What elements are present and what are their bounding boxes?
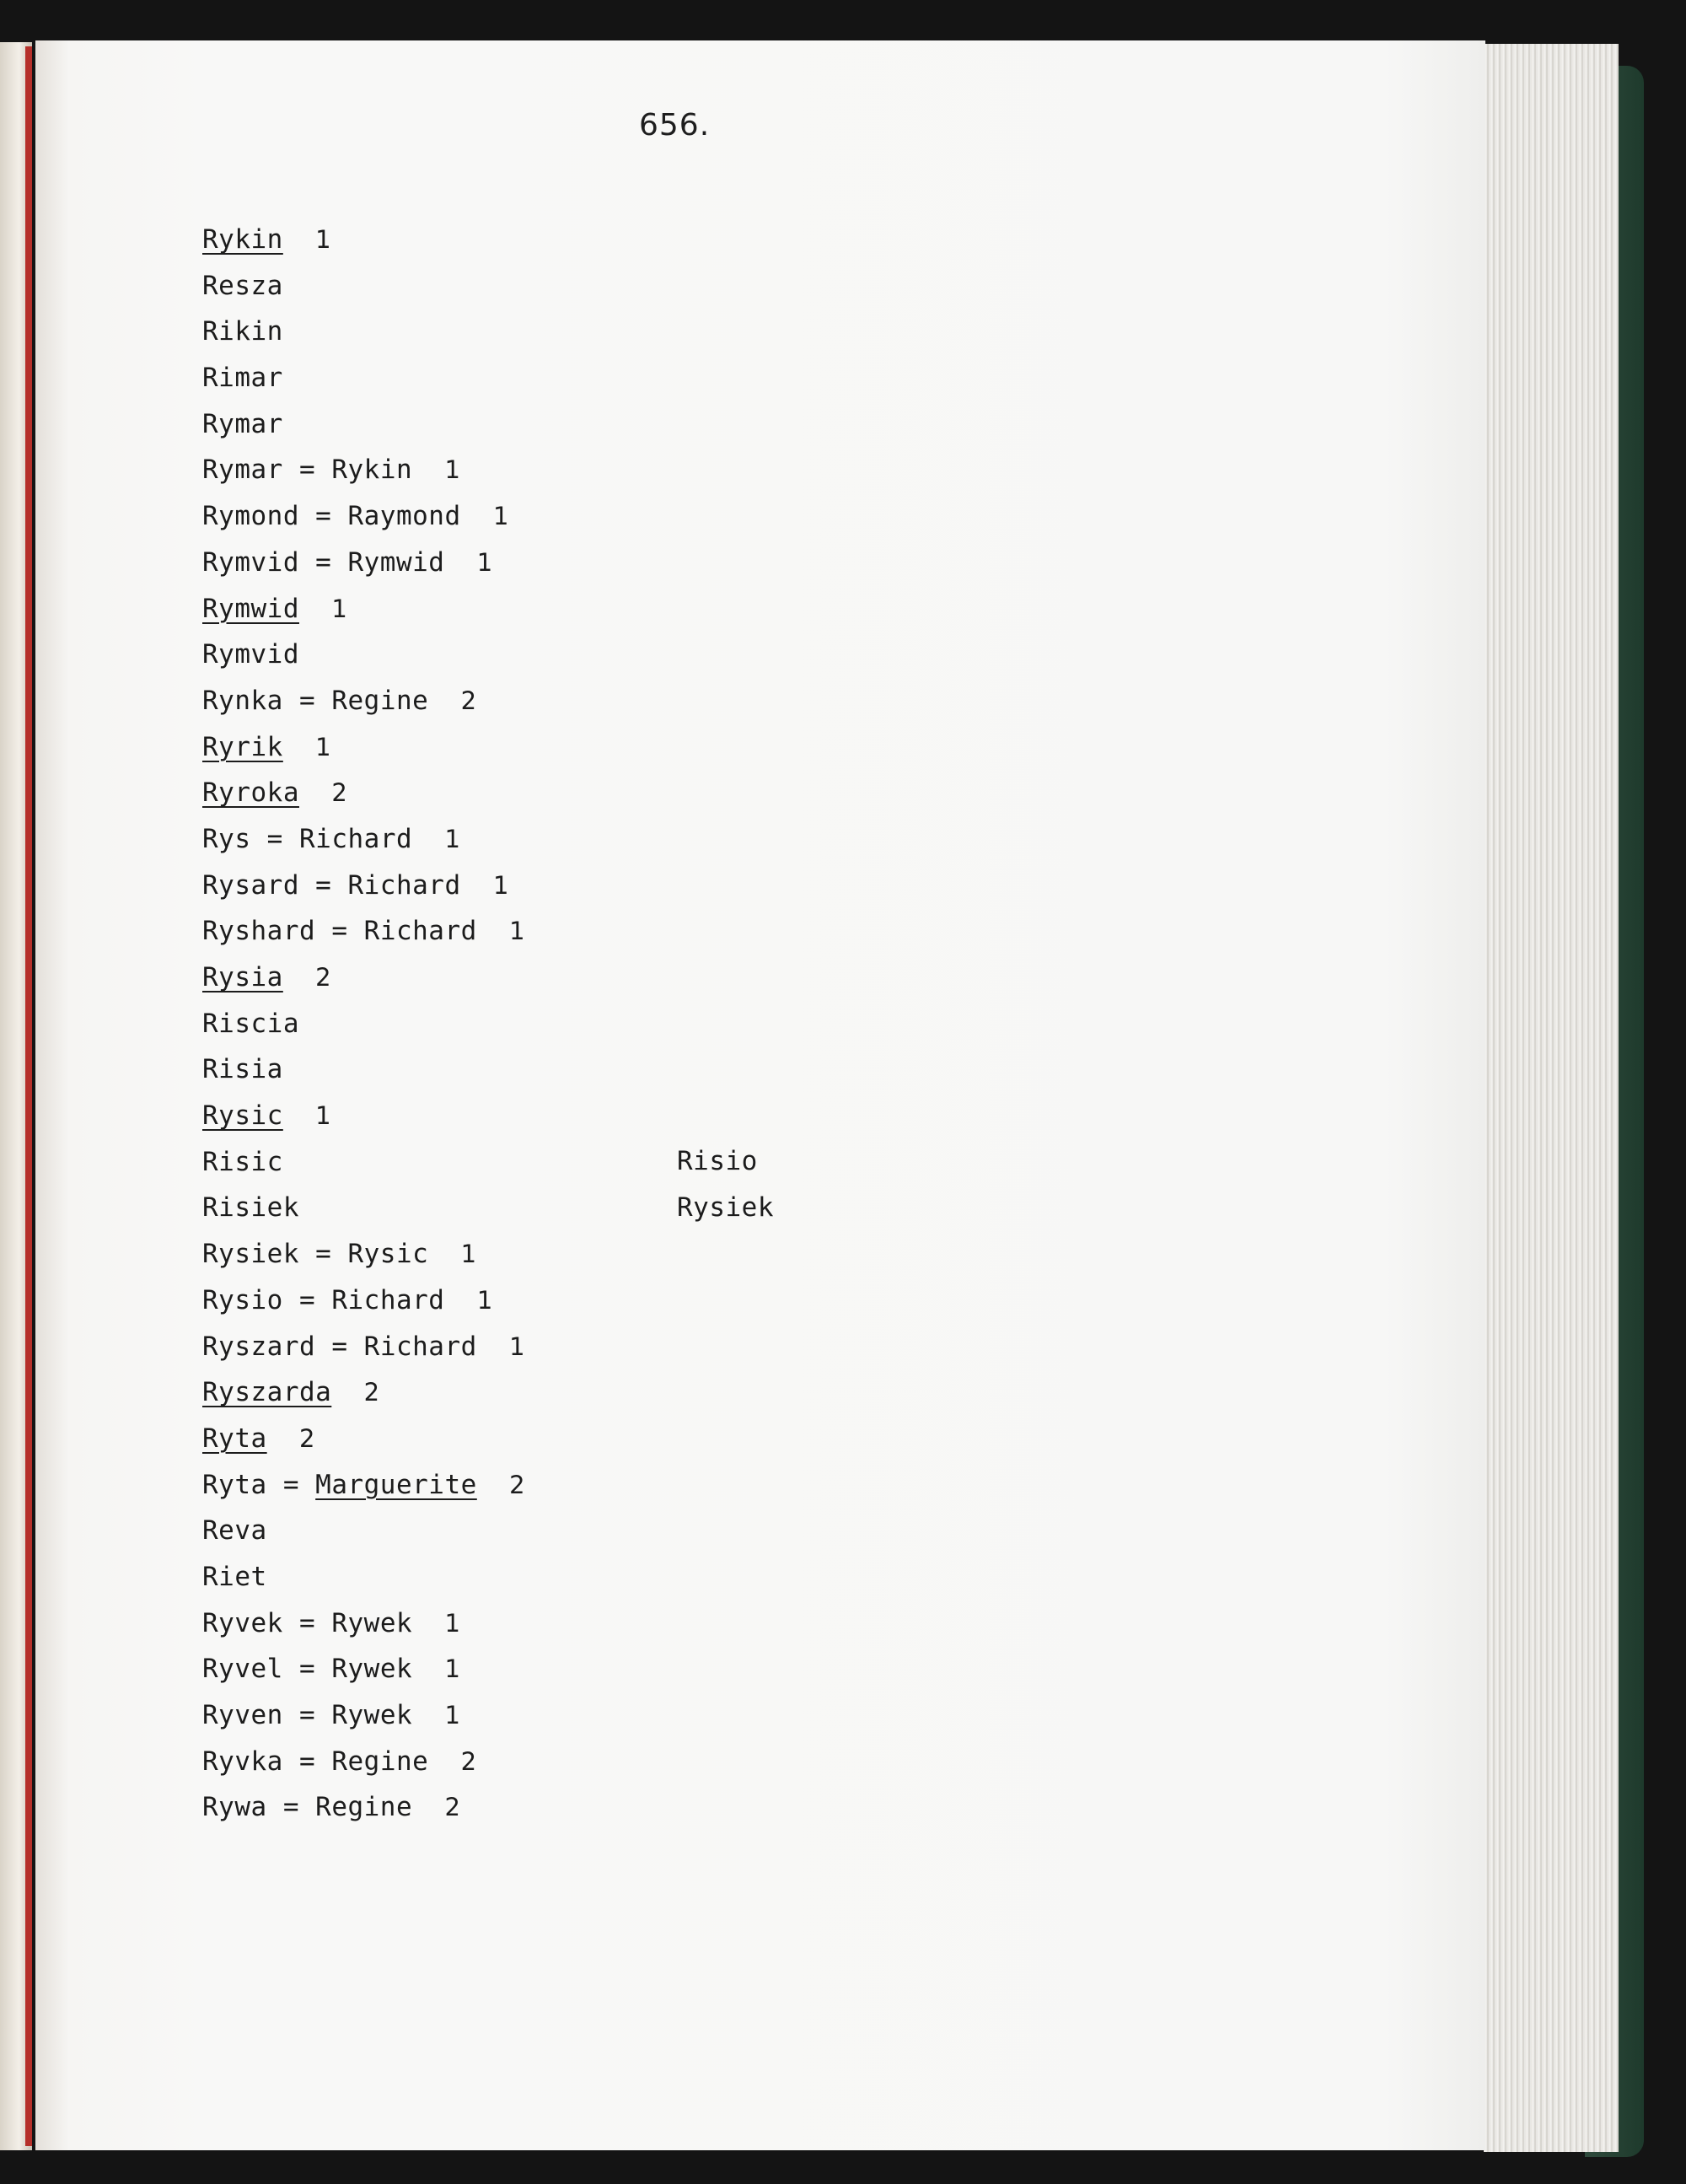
list-item: Ryszarda 2 [202,1377,380,1408]
list-item: Ryta = Marguerite 2 [202,1469,526,1500]
list-item: Risiek [202,1192,299,1224]
list-item: Ryven = Rywek 1 [202,1700,461,1730]
list-item: Rymvid [202,639,299,670]
list-item: Rikin [202,316,283,347]
list-item: Rymar [202,408,283,439]
list-item: Rys = Richard 1 [202,823,461,854]
list-item: Ryvek = Rywek 1 [202,1607,461,1638]
list-item: Rywa = Regine 2 [202,1792,461,1823]
list-item: Reva [202,1515,267,1547]
list-item: Rimar [202,363,283,394]
page-number: 656. [639,108,711,143]
list-item: Rysia 2 [202,962,332,992]
list-item: Ryroka 2 [202,777,348,809]
list-item: Riet [202,1561,267,1592]
list-item: Ryta 2 [202,1423,315,1454]
list-item: Rysiek = Rysic 1 [202,1239,477,1270]
second-column-list [677,1143,774,1235]
list-item: Rymar = Rykin 1 [202,455,461,486]
list-item: Ryszard = Richard 1 [202,1331,526,1362]
list-item: Riscia [202,1008,299,1039]
list-item: Rymond = Raymond 1 [202,501,509,532]
list-item: Risic [202,1146,283,1177]
list-item: Ryshard = Richard 1 [202,916,526,947]
list-item: Rysic 1 [202,1100,332,1132]
list-item: Ryvel = Rywek 1 [202,1654,461,1685]
list-item: Risio [677,1146,758,1176]
list-item: Rymwid 1 [202,593,348,624]
list-item: Rysio = Richard 1 [202,1284,493,1315]
list-item: Rykin 1 [202,224,332,255]
list-item: Ryvka = Regine 2 [202,1746,477,1777]
left-page-rim [25,46,32,2146]
list-item: Risia [202,1054,283,1085]
list-item: Rysiek [677,1192,774,1223]
list-item: Rymvid = Rymwid 1 [202,546,493,578]
list-item: Ryrik 1 [202,731,332,762]
list-item: Resza [202,270,283,301]
entry-list [202,221,525,1835]
list-item: Rynka = Regine 2 [202,685,477,716]
page-stack [1484,44,1619,2152]
list-item: Rysard = Richard 1 [202,869,509,901]
